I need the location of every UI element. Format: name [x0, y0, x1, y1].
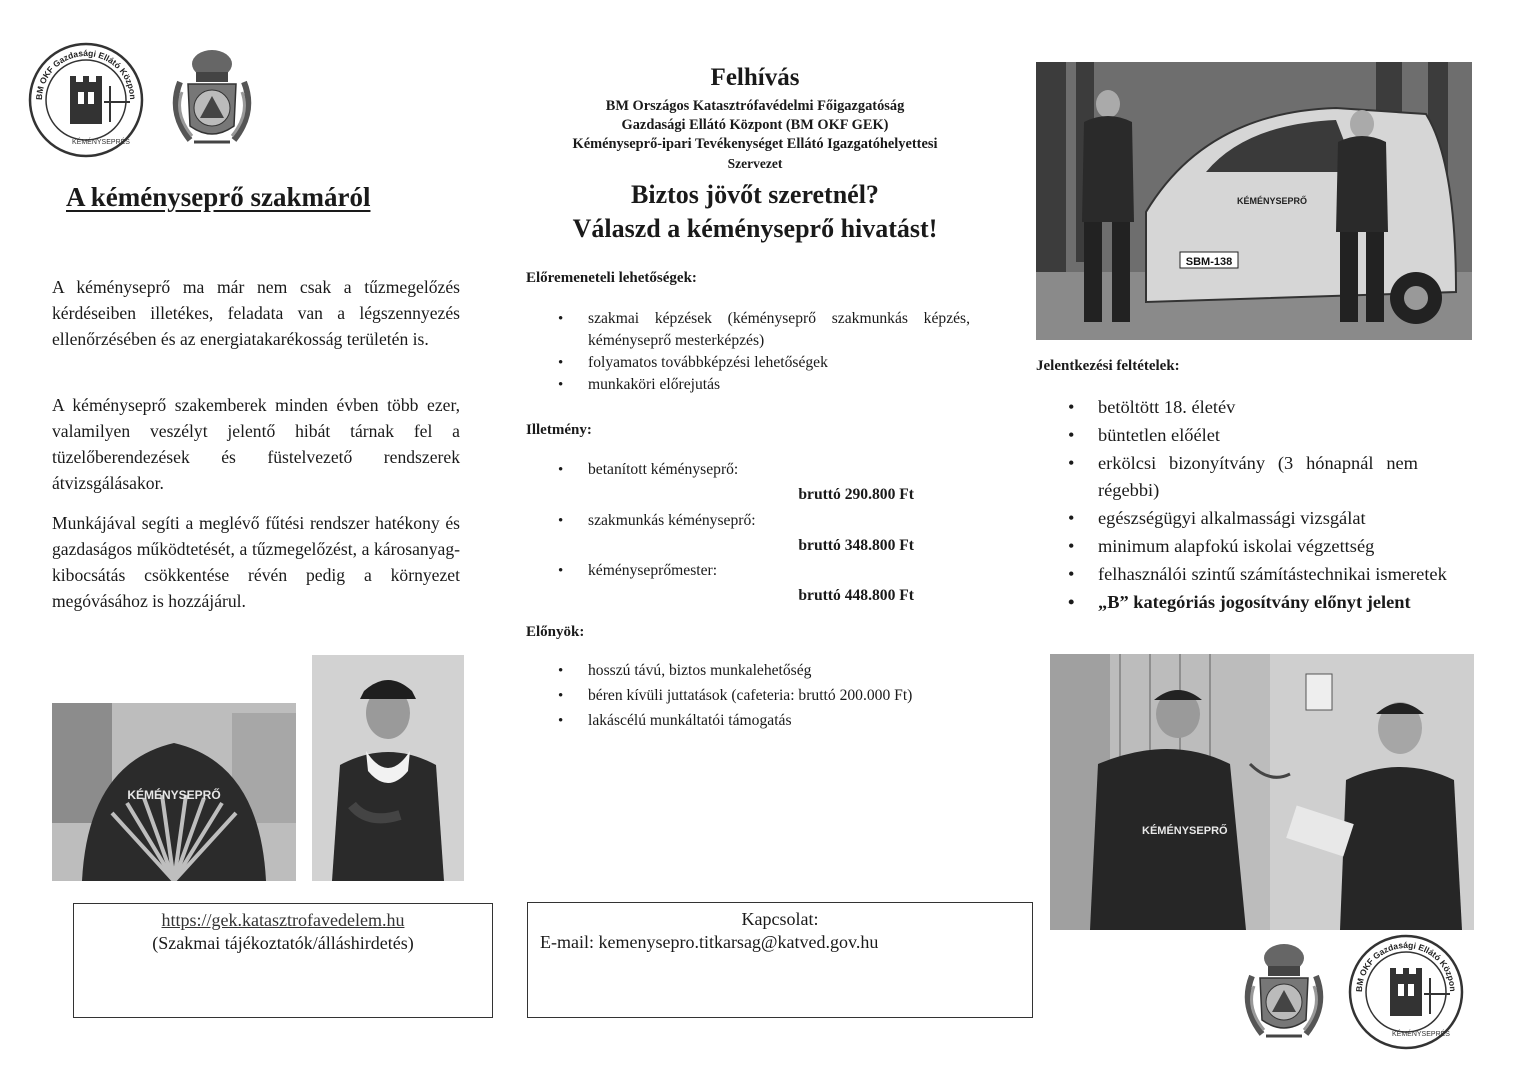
- list-item: • lakáscélú munkáltatói támogatás: [588, 710, 970, 732]
- list-item: • hosszú távú, biztos munkalehetőség: [588, 660, 970, 682]
- left-paragraph-1: A kéményseprő ma már nem csak a tűzmegelőzés kérdéseiben illetékes, feladata van a légszennyezés ellenőrzésében és az energiatakarékosság területén is.: [52, 277, 460, 349]
- org-line-2: Gazdasági Ellátó Központ (BM OKF GEK): [621, 117, 889, 133]
- contact-title: Kapcsolat:: [741, 909, 819, 929]
- benefits-title: Előnyök:: [526, 624, 585, 640]
- website-note: (Szakmai tájékoztatók/álláshirdetés): [152, 933, 414, 953]
- gek-logo-top-left: [26, 40, 146, 160]
- contact-email[interactable]: E-mail: kemenysepro.titkarsag@katved.gov.hu: [540, 932, 879, 952]
- list-item: • erkölcsi bizonyítvány (3 hónapnál nem régebbi): [1098, 450, 1418, 504]
- car-text: KÉMÉNYSEPRŐ: [1236, 196, 1308, 206]
- advancement-list: [588, 308, 970, 396]
- jacket-text: KÉMÉNYSEPRŐ: [1142, 825, 1228, 837]
- gek-logo-bottom-right: [1346, 932, 1466, 1052]
- organization-block: [505, 97, 1005, 173]
- photo-car-and-sweeps: [1036, 62, 1472, 340]
- list-item: • minimum alapfokú iskolai végzettség: [1098, 533, 1482, 560]
- list-item: • munkaköri előrejutás: [588, 374, 970, 396]
- advancement-title: Előremeneteli lehetőségek:: [526, 270, 697, 286]
- list-item: • büntetlen előélet: [1098, 422, 1482, 449]
- headline: [505, 178, 1005, 246]
- photo-jacket-back: [52, 703, 296, 881]
- okf-emblem-top-left: [160, 42, 264, 154]
- contact-box: [527, 902, 1033, 1018]
- list-item-highlight: • „B” kategóriás jogosítvány előnyt jelent: [1098, 589, 1482, 616]
- salary-list: [588, 459, 914, 607]
- gek-bottom-text: KÉMÉNYSEPRÉS: [72, 139, 130, 146]
- benefits-list: [588, 660, 970, 732]
- gek-ring-text: BM OKF Gazdasági Ellátó Közpon: [1353, 939, 1459, 993]
- list-item: • egészségügyi alkalmassági vizsgálat: [1098, 505, 1482, 532]
- salary-amount: bruttó 348.800 Ft: [798, 537, 914, 554]
- gek-ring-text: BM OKF Gazdasági Ellátó Közpon: [33, 47, 139, 101]
- list-item: • felhasználói szintű számítástechnikai ismeretek: [1098, 561, 1482, 588]
- salary-role: • kéményseprőmester:: [588, 560, 914, 582]
- headline-line-1: Biztos jövőt szeretnél?: [631, 180, 879, 209]
- heading-felhivas: Felhívás: [710, 64, 800, 91]
- gek-bottom-text: KÉMÉNYSEPRÉS: [1392, 1031, 1450, 1038]
- photo-chimney-sweep-portrait: [312, 655, 464, 881]
- website-box: [73, 903, 493, 1018]
- photo-sweeps-inspecting: [1050, 654, 1474, 930]
- org-line-4: Szervezet: [727, 156, 783, 171]
- org-line-1: BM Országos Katasztrófavédelmi Főigazgatóság: [605, 98, 905, 114]
- left-paragraph-3: Munkájával segíti a meglévő fűtési rendszer hatékony és gazdaságos működtetését, a tűzmegelőzést, a károsanyag-kibocsátás csökkentése révén pedig a környezet megóvásához is hozzájárul.: [52, 513, 460, 611]
- headline-line-2: Válaszd a kéményseprő hivatást!: [572, 214, 938, 243]
- salary-title: Illetmény:: [526, 422, 592, 438]
- list-item: • szakmai képzések (kéményseprő szakmunkás képzés, kéményseprő mesterképzés): [588, 308, 970, 352]
- list-item: • betöltött 18. életév: [1098, 394, 1482, 421]
- salary-amount: bruttó 290.800 Ft: [798, 486, 914, 503]
- salary-role: • betanított kéményseprő:: [588, 459, 914, 481]
- left-title: A kéményseprő szakmáról: [66, 182, 371, 212]
- website-link[interactable]: https://gek.katasztrofavedelem.hu: [161, 910, 405, 930]
- car-plate: SBM-138: [1185, 256, 1233, 268]
- salary-amount: bruttó 448.800 Ft: [798, 587, 914, 604]
- jacket-text: KÉMÉNYSEPRŐ: [127, 788, 221, 802]
- salary-role: • szakmunkás kéményseprő:: [588, 510, 914, 532]
- org-line-3: Kéményseprő-ipari Tevékenységet Ellátó Igazgatóhelyettesi: [572, 136, 938, 152]
- requirements-list: [1098, 394, 1482, 616]
- left-paragraph-2: A kéményseprő szakemberek minden évben több ezer, valamilyen veszélyt jelentő hibát tárnak fel a tüzelőberendezések és füstelvezető rendszerek átvizsgálásakor.: [52, 395, 460, 493]
- okf-emblem-bottom-right: [1232, 936, 1336, 1048]
- list-item: • folyamatos továbbképzési lehetőségek: [588, 352, 970, 374]
- requirements-title: Jelentkezési feltételek:: [1036, 358, 1180, 374]
- list-item: • béren kívüli juttatások (cafeteria: bruttó 200.000 Ft): [588, 685, 970, 707]
